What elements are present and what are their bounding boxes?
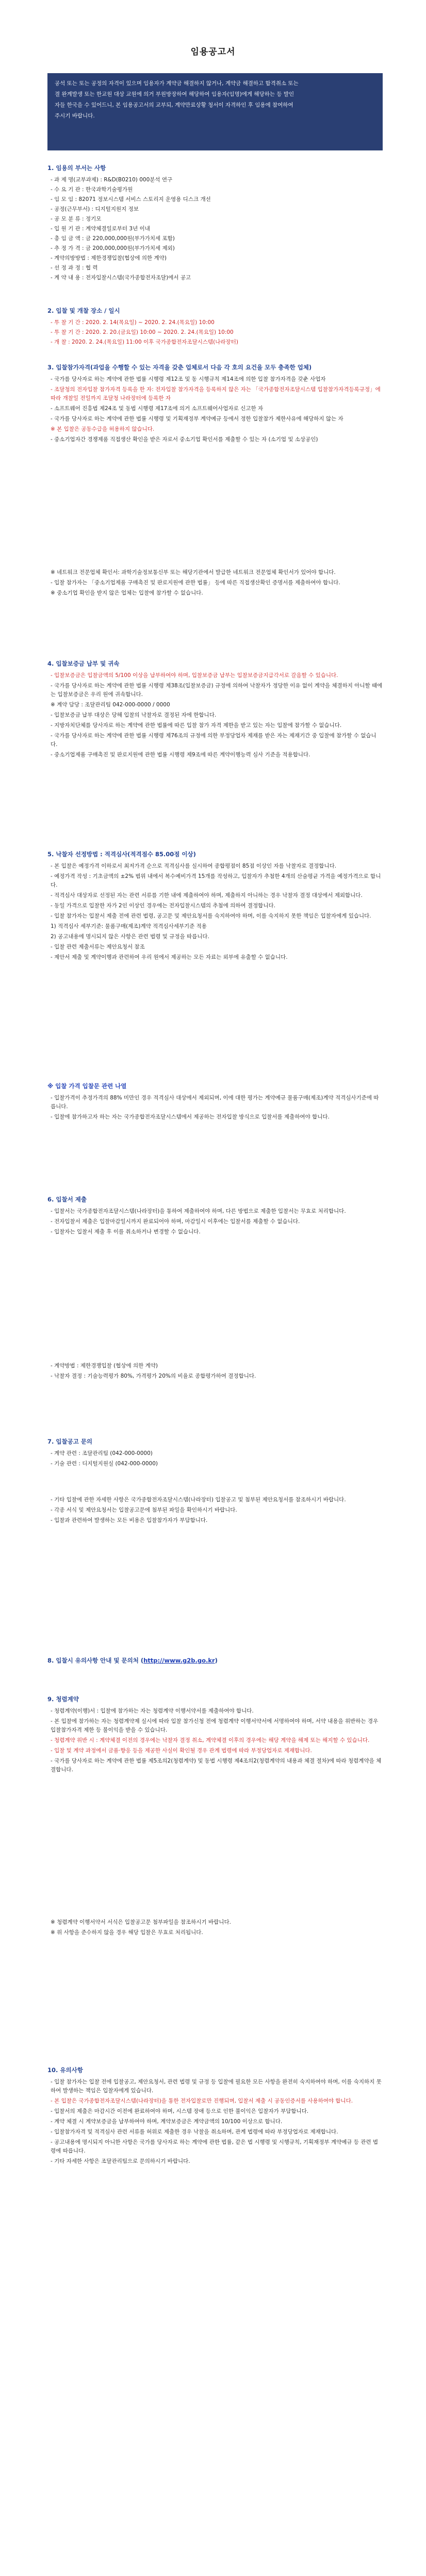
notice-line: 결 완계발생 또는 한교원 대상 교원에 의거 부원방장하여 해당하여 임용자(임명)에게 해당하는 등 발인 <box>55 91 294 97</box>
section-para: - 계약방법 : 제한경쟁입찰 (협상에 의한 계약) <box>51 1363 158 1369</box>
section-para: - 소프트웨어 진흥법 제24조 및 동법 시행령 제17조에 의거 소프트웨어사업자로 신고한 자 <box>51 405 264 412</box>
section-1 <box>47 164 383 283</box>
section-para: ※ 본 입찰은 공동수급을 허용하지 않습니다. <box>51 426 155 432</box>
section-line: - 추 정 가 격 : 금 200,000,000원(부가가치세 제외) <box>51 245 175 251</box>
section-para: - 입찰참가자격 및 적격심사 관련 서류를 허위로 제출한 경우 낙찰을 취소하며, 관계 법령에 따라 부정당업자로 제재합니다. <box>51 2129 338 2135</box>
section-6 <box>47 1195 383 1238</box>
section-para: - 본 입찰에 참가하는 자는 청렴계약제 실시에 따라 입찰 참가신청 전에 청렴계약 이행서약서에 서명하여야 하며, 서약 내용을 위반하는 경우 입찰참가자격 제한 등 불이익을 받을 수 있습니다. <box>51 1718 379 1733</box>
section-para: - 공고내용에 명시되지 아니한 사항은 국가를 당사자로 하는 계약에 관한 법률, 같은 법 시행령 및 시행규칙, 기획재정부 계약예규 등 관련 법령에 따릅니다. <box>51 2139 379 2154</box>
section-line: - 입 원 기 관 : 계약체결일로부터 3년 이내 <box>51 226 150 232</box>
section-para: - 입찰서는 국가종합전자조달시스템(나라장터)을 통하여 제출하여야 하며, 다른 방법으로 제출한 입찰서는 무효로 처리합니다. <box>51 1208 346 1214</box>
section-para: - 입찰자는 입찰서 제출 후 이를 취소하거나 변경할 수 없습니다. <box>51 1229 201 1235</box>
section-title: 2. 입찰 및 개찰 장소 / 일시 <box>47 307 120 314</box>
section-para: - 입찰 및 계약 과정에서 금품·향응 등을 제공한 사실이 확인될 경우 관계 법령에 따라 부정당업자로 제재합니다. <box>51 1748 312 1754</box>
section-line: - 투 찰 기 간 : 2020. 2. 14(목요일) ~ 2020. 2. 24.(목요일) 10:00 <box>51 319 215 326</box>
section-para: - 예정가격 작성 : 기초금액의 ±2% 범위 내에서 복수예비가격 15개를 작성하고, 입찰자가 추첨한 4개의 산술평균 가격을 예정가격으로 합니다. <box>51 873 381 888</box>
section-title: 6. 입찰서 제출 <box>47 1196 87 1203</box>
section-line: - 개 찰 : 2020. 2. 24.(목요일) 11:00 이후 국가종합전자조달시스템(나라장터) <box>51 339 238 345</box>
section-subtitle: ※ 입찰 가격 입찰문 관련 나열 <box>47 1082 127 1090</box>
section-5 <box>47 850 383 963</box>
section-title <box>47 1656 383 1665</box>
section-para: - 입찰 참가자는 「중소기업제품 구매촉진 및 판로지원에 관한 법률」 등에 따른 직접생산확인 증명서를 제출하여야 합니다. <box>51 580 340 586</box>
section-para: - 입찰가격이 추정가격의 88% 미만인 경우 적격심사 대상에서 제외되며, 이에 대한 평가는 계약예규 물품구매(제조)계약 적격심사기준에 따릅니다. <box>51 1095 379 1110</box>
section-title: 3. 입찰참가자격(과업을 수행할 수 있는 자격을 갖춘 업체로서 다음 각 호의 요건을 모두 충족한 업체) <box>47 364 312 371</box>
section-line: - 계약의방방법 : 제한경쟁입찰(협상에 의한 계약) <box>51 255 167 261</box>
section-line: - 임 모 임 : 82071 정보시스템 서비스 스토리지 운영용 디스크 개선 <box>51 196 211 202</box>
section-6-notes <box>47 1360 383 1382</box>
section-line: - 총 임 금 액 : 금 220,000,000원(부가가치세 포함) <box>51 235 175 242</box>
section-para: - 전자입찰서 제출은 입찰마감일시까지 완료되어야 하며, 마감일시 이후에는 입찰서를 제출할 수 없습니다. <box>51 1218 300 1225</box>
section-para: - 본 입찰은 국가종합전자조달시스템(나라장터)을 통한 전자입찰로만 진행되며, 입찰서 제출 시 공동인증서를 사용하여야 합니다. <box>51 2098 353 2104</box>
notice-box <box>47 73 383 150</box>
section-para: - 입찰에 참가하고자 하는 자는 국가종합전자조달시스템에서 제공하는 전자입찰 방식으로 입찰서를 제출하여야 합니다. <box>51 1114 330 1120</box>
section-8 <box>47 1656 383 1668</box>
section-para: - 청렴계약 위반 시 : 계약체결 이전의 경우에는 낙찰자 결정 취소, 계약체결 이후의 경우에는 해당 계약을 해제 또는 해지할 수 있습니다. <box>51 1737 370 1743</box>
section-para: - 입찰보증금은 입찰금액의 5/100 이상을 납부하여야 하며, 입찰보증금 납부는 입찰보증금지급각서로 갈음할 수 있습니다. <box>51 672 338 679</box>
section-para: - 적격심사 대상자로 선정된 자는 관련 서류를 기한 내에 제출하여야 하며, 제출하지 아니하는 경우 낙찰자 결정 대상에서 제외합니다. <box>51 892 363 899</box>
notice-line: 공석 또는 또는 공정의 자격이 있으며 임용자가 계약금 해결하지 않거나, 계약금 해결하고 합격취소 또는 <box>55 80 299 87</box>
section-para: - 국가를 당사자로 하는 계약에 관한 법률 시행령 제12조 및 동 시행규칙 제14조에 의한 입찰 참가자격을 갖춘 사업자 <box>51 376 326 382</box>
section-para: - 국가를 당사자로 하는 계약에 관한 법률 시행령 및 기획재정부 계약예규 등에서 정한 입찰참가 제한사유에 해당하지 않는 자 <box>51 416 343 422</box>
section-title: 10. 유의사항 <box>47 2066 83 2074</box>
spacer: ( <box>140 1657 144 1664</box>
section-para: ※ 위 사항을 준수하지 않을 경우 해당 입찰은 무효로 처리됩니다. <box>51 1929 203 1936</box>
section-para: - 청렴계약(이행)서 : 입찰에 참가하는 자는 청렴계약 이행서약서를 제출하여야 합니다. <box>51 1708 254 1714</box>
section-para: - 낙찰자 결정 : 기술능력평가 80%, 가격평가 20%의 비율로 종합평가하여 결정합니다. <box>51 1373 256 1379</box>
section-line: - 공 모 분 류 : 정기모 <box>51 216 102 222</box>
section-para: - 국가를 당사자로 하는 계약에 관한 법률 시행령 제38조(입찰보증금) 규정에 의하여 낙찰자가 정당한 이유 없이 계약을 체결하지 아니할 때에는 입찰보증금은 우리 원에 귀속합니다. <box>51 683 383 698</box>
section-para: ※ 계약 담당 : 조달관리팀 042-000-0000 / 0000 <box>51 702 170 708</box>
section-para: 1) 적격심사 세부기준: 물품구매(제조)계약 적격심사세부기준 적용 <box>51 923 207 929</box>
section-para: - 입찰 관련 제출서류는 제안요청서 참조 <box>51 944 145 950</box>
section-para: - 기술 관련 : 디지털지원실 (042-000-0000) <box>51 1461 158 1467</box>
section-title: 4. 입찰보증금 납부 및 귀속 <box>47 660 120 667</box>
section-para: - 입찰 참가자는 입찰 전에 입찰공고, 제안요청서, 관련 법령 및 규정 등 입찰에 필요한 모든 사항을 완전히 숙지하여야 하며, 이를 숙지하지 못하여 발생하는 책임은 입찰자에게 있습니다. <box>51 2079 382 2094</box>
section-3-notes <box>47 567 383 599</box>
section-line: - 과 제 명(교부과제) : R&D(B0210) 000분석 연구 <box>51 177 173 183</box>
section-title: 5. 낙찰자 선정방법 : 적격심사(적격점수 85.00점 이상) <box>47 851 196 858</box>
section-9 <box>47 1695 383 1776</box>
section-para: - 계약 체결 시 계약보증금을 납부하여야 하며, 계약보증금은 계약금액의 10/100 이상으로 합니다. <box>51 2119 283 2125</box>
section-7-notes <box>47 1494 383 1527</box>
g2b-link[interactable]: http://www.g2b.go.kr <box>143 1657 215 1664</box>
section-4 <box>47 659 383 761</box>
section-title: 1. 임용의 부서는 사항 <box>47 164 106 172</box>
section-para: - 입찰서의 제출은 마감시간 이전에 완료하여야 하며, 시스템 장애 등으로 인한 불이익은 입찰자가 부담합니다. <box>51 2108 309 2114</box>
section-para: - 계약 관련 : 조달관리팀 (042-000-0000) <box>51 1450 153 1456</box>
section-3 <box>47 363 383 446</box>
section-para: - 본 입찰은 예정가격 이하로서 최저가격 순으로 적격심사를 실시하여 종합평점이 85점 이상인 자를 낙찰자로 결정합니다. <box>51 863 337 869</box>
section-para: - 국가를 당사자로 하는 계약에 관한 법률 제5조의2(청렴계약) 및 동법 시행령 제4조의2(청렴계약의 내용과 체결 절차)에 따라 청렴계약을 체결합니다. <box>51 1758 382 1773</box>
section-9-notes <box>47 1917 383 1939</box>
section-2 <box>47 307 383 348</box>
section-para: - 입찰과 관련하여 발생하는 모든 비용은 입찰참가자가 부담합니다. <box>51 1517 208 1523</box>
section-line: - 공정(근무부서) : 디지털지원지 정보 <box>51 206 139 212</box>
section-para: - 지방자치단체를 당사자로 하는 계약에 관한 법률에 따른 입찰 참가 자격 제한을 받고 있는 자는 입찰에 참가할 수 없습니다. <box>51 722 342 728</box>
section-para: - 입찰보증금 납부 대상은 당해 입찰의 낙찰자로 결정된 자에 한합니다. <box>51 712 217 718</box>
notice-line: 주시기 바랍니다. <box>55 113 95 119</box>
section-para: 2) 공고내용에 명시되지 않은 사항은 관련 법령 및 규정을 따릅니다. <box>51 934 209 940</box>
section-para: ※ 네트워크 전문업체 확인서: 과학기술정보통신부 또는 해당기관에서 발급한 네트워크 전문업체 확인서가 있어야 합니다. <box>51 569 336 575</box>
spacer: ) <box>215 1657 218 1664</box>
section-title: 9. 청렴계약 <box>47 1696 79 1703</box>
section-para: - 중소기업자간 경쟁제품 직접생산 확인을 받은 자로서 중소기업 확인서를 제출할 수 있는 자 (소기업 및 소상공인) <box>51 436 318 443</box>
section-title: 7. 입찰공고 문의 <box>47 1438 93 1445</box>
section-line: - 선 정 과 정 : 협 력 <box>51 265 98 271</box>
section-para: - 입찰 참가자는 입찰서 제출 전에 관련 법령, 공고문 및 제안요청서를 숙지하여야 하며, 이를 숙지하지 못한 책임은 입찰자에게 있습니다. <box>51 913 371 919</box>
section-line: - 투 찰 기 간 : 2020. 2. 20.(금요일) 10:00 ~ 2020. 2. 24.(목요일) 10:00 <box>51 329 234 335</box>
section-para: - 기타 입찰에 관한 자세한 사항은 국가종합전자조달시스템(나라장터) 입찰공고 및 첨부된 제안요청서를 참조하시기 바랍니다. <box>51 1497 346 1503</box>
section-title-text: 8. 입찰시 유의사항 안내 및 문의처 <box>47 1657 139 1664</box>
section-para: - 국가를 당사자로 하는 계약에 관한 법률 시행령 제76조의 규정에 의한 부정당업자 제재를 받은 자는 제재기간 중 입찰에 참가할 수 없습니다. <box>51 733 376 748</box>
section-line: - 수 요 기 관 : 한국과학기술평가원 <box>51 187 133 193</box>
section-para: ※ 청렴계약 이행서약서 서식은 입찰공고문 첨부파일을 참조하시기 바랍니다. <box>51 1919 231 1925</box>
section-para: - 제안서 제출 및 계약이행과 관련하여 우리 원에서 제공하는 모든 자료는 외부에 유출할 수 없습니다. <box>51 954 288 960</box>
doc-title: 임용공고서 <box>190 47 236 57</box>
section-10 <box>47 2066 383 2167</box>
section-para: ※ 중소기업 확인을 받지 않은 업체는 입찰에 참가할 수 없습니다. <box>51 590 203 596</box>
section-line: - 계 약 내 용 : 전자입찰시스템(국가종합전자조달)에서 공고 <box>51 275 191 281</box>
notice-line: 자들 한국을 수 있어드니, 본 임용공고서의 교부되, 계약만료상황 청서이 자격하인 후 임용에 참여하여 <box>55 102 293 108</box>
section-para: - 동일 가격으로 입찰한 자가 2인 이상인 경우에는 전자입찰시스템의 추첨에 의하여 결정합니다. <box>51 903 275 909</box>
section-para: - 중소기업제품 구매촉진 및 판로지원에 관한 법률 시행령 제9조에 따른 계약이행능력 심사 기준을 적용합니다. <box>51 752 310 758</box>
section-5-notes <box>47 1082 383 1123</box>
section-para: - 기타 자세한 사항은 조달관리팀으로 문의하시기 바랍니다. <box>51 2158 190 2164</box>
section-para: - 조달청의 전자입찰 참가자격 등록을 한 자: 전자입찰 참가자격을 등록하지 않은 자는 「국가종합전자조달시스템 입찰참가자격등록규정」에 따라 개찰일 전일까지 조달청 나라장터에 등록한 자 <box>51 386 381 401</box>
section-7 <box>47 1437 383 1470</box>
section-para: - 각종 서식 및 제안요청서는 입찰공고문에 첨부된 파일을 확인하시기 바랍니다. <box>51 1507 237 1513</box>
